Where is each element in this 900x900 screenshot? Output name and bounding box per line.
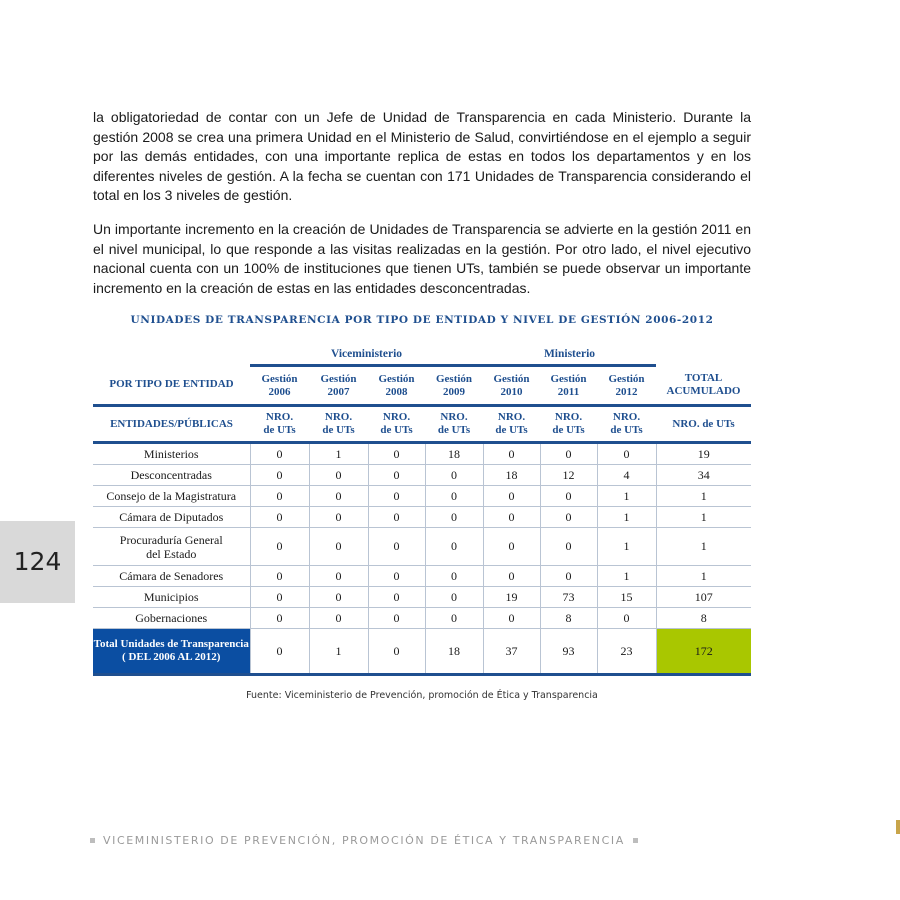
cell-value: 0 [309, 587, 368, 608]
header-tipo-entidad: POR TIPO DE ENTIDAD [93, 366, 250, 406]
cell-value: 0 [309, 465, 368, 486]
cell-value: 0 [309, 566, 368, 587]
cell-value: 0 [309, 507, 368, 528]
header-gestion-2007: Gestión 2007 [309, 366, 368, 406]
cell-total: 1 [656, 528, 751, 566]
header-nro-uts: NRO. de UTs [250, 406, 309, 443]
total-row-value: 0 [250, 629, 309, 675]
cell-value: 0 [483, 507, 540, 528]
edge-mark [896, 820, 900, 834]
cell-value: 8 [540, 608, 597, 629]
cell-value: 0 [597, 443, 656, 465]
header-gestion-2011: Gestión 2011 [540, 366, 597, 406]
cell-value: 0 [425, 566, 483, 587]
cell-value: 0 [425, 465, 483, 486]
cell-value: 0 [425, 587, 483, 608]
cell-value: 1 [597, 528, 656, 566]
cell-total: 1 [656, 566, 751, 587]
header-gestion-2010: Gestión 2010 [483, 366, 540, 406]
table-row [93, 566, 751, 587]
cell-value: 1 [597, 566, 656, 587]
cell-value: 0 [368, 566, 425, 587]
cell-value: 18 [425, 443, 483, 465]
table-title: UNIDADES DE TRANSPARENCIA POR TIPO DE ENTIDAD Y NIVEL DE GESTIÓN 2006-2012 [130, 314, 714, 326]
cell-value: 1 [597, 486, 656, 507]
cell-value: 0 [425, 528, 483, 566]
transparency-units-table [93, 344, 751, 676]
header-gestion-2009: Gestión 2009 [425, 366, 483, 406]
header-nro-uts: NRO. de UTs [540, 406, 597, 443]
cell-value: 0 [425, 507, 483, 528]
cell-value: 0 [425, 608, 483, 629]
row-label: Consejo de la Magistratura [93, 486, 250, 507]
row-label: Municipios [93, 587, 250, 608]
cell-value: 0 [540, 443, 597, 465]
header-gestion-2008: Gestión 2008 [368, 366, 425, 406]
header-nro-total: NRO. de UTs [656, 406, 751, 443]
cell-value: 0 [483, 566, 540, 587]
cell-value: 0 [250, 566, 309, 587]
table-row [93, 528, 751, 566]
cell-value: 0 [309, 608, 368, 629]
cell-value: 0 [250, 486, 309, 507]
body-paragraph-2: Un importante incremento en la creación de Unidades de Transparencia se advierte en la gestión 2011 en el nivel municipal, lo que responde a las visitas realizadas en la gestión. Por otro lado, el nivel ejecutivo nacional cuenta con un 100% de instituciones que tienen UTs, también se puede observar un importante incremento en la creación de estas en las entidades desconcentradas. [93, 221, 751, 296]
cell-value: 0 [540, 566, 597, 587]
cell-value: 1 [597, 507, 656, 528]
total-row-label: Total Unidades de Transparencia ( DEL 2006 AL 2012) [93, 629, 250, 675]
header-nro-uts: NRO. de UTs [597, 406, 656, 443]
cell-value: 0 [483, 486, 540, 507]
cell-total: 1 [656, 507, 751, 528]
body-paragraph-1: la obligatoriedad de contar con un Jefe de Unidad de Transparencia en cada Ministerio. Durante la gestión 2008 se crea una primera Unidad en el Ministerio de Salud, convirtiéndose en el ejemplo a seguir por las demás entidades, con una importante replica de estas en todos los departamentos y en los diferentes niveles de gestión. A la fecha se cuentan con 171 Unidades de Transparencia considerando el total en los 3 niveles de gestión. [93, 109, 751, 204]
header-nro-uts: NRO. de UTs [483, 406, 540, 443]
cell-value: 0 [540, 528, 597, 566]
cell-value: 0 [250, 528, 309, 566]
total-row-value: 93 [540, 629, 597, 675]
cell-value: 0 [250, 608, 309, 629]
cell-total: 8 [656, 608, 751, 629]
cell-value: 19 [483, 587, 540, 608]
header-nro-uts: NRO. de UTs [368, 406, 425, 443]
cell-value: 0 [425, 486, 483, 507]
total-row-value: 18 [425, 629, 483, 675]
header-gestion-2006: Gestión 2006 [250, 366, 309, 406]
square-bullet-icon [90, 838, 95, 843]
cell-value: 0 [309, 528, 368, 566]
header-nro-uts: NRO. de UTs [309, 406, 368, 443]
cell-value: 0 [250, 587, 309, 608]
cell-total: 107 [656, 587, 751, 608]
row-label: Ministerios [93, 443, 250, 465]
source-note: Fuente: Viceministerio de Prevención, promoción de Ética y Transparencia [246, 690, 598, 701]
cell-value: 0 [368, 486, 425, 507]
cell-value: 0 [540, 486, 597, 507]
cell-value: 0 [368, 608, 425, 629]
cell-value: 0 [597, 608, 656, 629]
row-label: Desconcentradas [93, 465, 250, 486]
cell-value: 0 [368, 443, 425, 465]
cell-value: 15 [597, 587, 656, 608]
cell-total: 1 [656, 486, 751, 507]
row-label: Gobernaciones [93, 608, 250, 629]
cell-value: 0 [368, 528, 425, 566]
cell-value: 18 [483, 465, 540, 486]
cell-value: 0 [368, 507, 425, 528]
table-row [93, 608, 751, 629]
square-bullet-icon [633, 838, 638, 843]
row-label: Procuraduría General del Estado [93, 528, 250, 566]
cell-value: 0 [368, 465, 425, 486]
total-row-value: 23 [597, 629, 656, 675]
header-gestion-2012: Gestión 2012 [597, 366, 656, 406]
total-row-value: 37 [483, 629, 540, 675]
page-number: 124 [13, 547, 62, 576]
cell-value: 0 [250, 465, 309, 486]
footer [90, 834, 638, 847]
row-label: Cámara de Senadores [93, 566, 250, 587]
table-row [93, 507, 751, 528]
total-row-value: 1 [309, 629, 368, 675]
cell-value: 4 [597, 465, 656, 486]
group-viceministerio: Viceministerio [250, 344, 483, 366]
cell-total: 34 [656, 465, 751, 486]
table-row [93, 443, 751, 465]
total-row-value: 0 [368, 629, 425, 675]
header-entidades-publicas: ENTIDADES/PÚBLICAS [93, 406, 250, 443]
table-row [93, 486, 751, 507]
cell-value: 0 [483, 528, 540, 566]
cell-value: 1 [309, 443, 368, 465]
group-ministerio: Ministerio [483, 344, 656, 366]
table-row [93, 465, 751, 486]
cell-value: 0 [540, 507, 597, 528]
cell-value: 0 [483, 443, 540, 465]
cell-value: 0 [309, 486, 368, 507]
cell-value: 0 [368, 587, 425, 608]
cell-value: 0 [250, 507, 309, 528]
header-nro-uts: NRO. de UTs [425, 406, 483, 443]
cell-value: 12 [540, 465, 597, 486]
table-row [93, 587, 751, 608]
cell-total: 19 [656, 443, 751, 465]
total-row-grand-total: 172 [656, 629, 751, 675]
row-label: Cámara de Diputados [93, 507, 250, 528]
cell-value: 73 [540, 587, 597, 608]
header-total-acumulado: TOTAL ACUMULADO [656, 366, 751, 406]
cell-value: 0 [483, 608, 540, 629]
cell-value: 0 [250, 443, 309, 465]
footer-text: VICEMINISTERIO DE PREVENCIÓN, PROMOCIÓN DE ÉTICA Y TRANSPARENCIA [103, 834, 625, 847]
